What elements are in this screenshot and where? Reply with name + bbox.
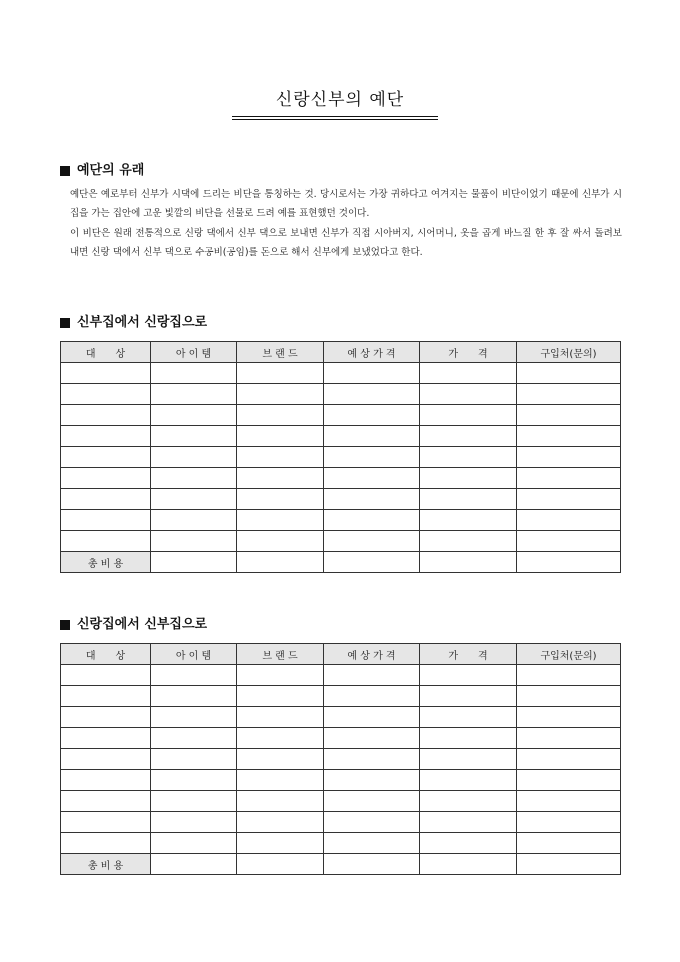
table-cell[interactable] [324, 749, 420, 770]
table-cell[interactable] [151, 552, 237, 573]
table-cell[interactable] [420, 770, 517, 791]
square-bullet-icon [60, 166, 70, 176]
table-cell[interactable] [61, 770, 151, 791]
column-header: 브 랜 드 [237, 644, 324, 665]
table-cell[interactable] [420, 447, 517, 468]
column-header: 예 상 가 격 [324, 342, 420, 363]
table-row [61, 363, 621, 384]
table-cell[interactable] [420, 812, 517, 833]
table-cell[interactable] [61, 363, 151, 384]
table-cell[interactable] [151, 665, 237, 686]
table-cell[interactable] [324, 686, 420, 707]
table-cell[interactable] [517, 426, 621, 447]
table-cell[interactable] [237, 707, 324, 728]
table-cell[interactable] [61, 686, 151, 707]
table-cell[interactable] [324, 363, 420, 384]
table-cell[interactable] [517, 489, 621, 510]
section-heading-text: 신부집에서 신랑집으로 [77, 315, 208, 330]
table-cell[interactable] [517, 833, 621, 854]
table-row [61, 728, 621, 749]
table-cell[interactable] [324, 426, 420, 447]
table-cell[interactable] [237, 770, 324, 791]
table-cell[interactable] [324, 791, 420, 812]
page-title: 신랑신부의 예단 [275, 90, 405, 110]
origin-heading [60, 163, 144, 179]
table-cell[interactable] [151, 426, 237, 447]
title-underline-2 [232, 119, 438, 120]
table-cell[interactable] [324, 728, 420, 749]
table-row [61, 447, 621, 468]
table-cell[interactable] [517, 791, 621, 812]
table-cell[interactable] [517, 854, 621, 875]
table-cell[interactable] [517, 363, 621, 384]
table-cell[interactable] [151, 384, 237, 405]
table-cell[interactable] [61, 749, 151, 770]
table-cell[interactable] [61, 531, 151, 552]
table-cell[interactable] [517, 770, 621, 791]
table-cell[interactable] [517, 531, 621, 552]
total-row [61, 552, 621, 573]
table-row [61, 384, 621, 405]
table-row [61, 770, 621, 791]
table-row [61, 686, 621, 707]
table-row [61, 812, 621, 833]
table-cell[interactable] [237, 552, 324, 573]
table-cell[interactable] [517, 749, 621, 770]
table-cell[interactable] [151, 363, 237, 384]
table-cell[interactable] [61, 728, 151, 749]
table-row [61, 749, 621, 770]
table-cell[interactable] [324, 384, 420, 405]
table-row [61, 468, 621, 489]
table-cell[interactable] [420, 405, 517, 426]
table-cell[interactable] [420, 363, 517, 384]
table-cell[interactable] [420, 791, 517, 812]
table-cell[interactable] [61, 426, 151, 447]
table-cell[interactable] [151, 770, 237, 791]
table-cell[interactable] [237, 812, 324, 833]
column-header: 구입처(문의) [517, 644, 621, 665]
table-cell[interactable] [237, 489, 324, 510]
table-row [61, 665, 621, 686]
table-cell[interactable] [237, 363, 324, 384]
table-cell[interactable] [420, 833, 517, 854]
section-heading-groom-to-bride [60, 617, 207, 633]
table-cell[interactable] [324, 707, 420, 728]
table-cell[interactable] [61, 405, 151, 426]
table-cell[interactable] [151, 405, 237, 426]
table-cell[interactable] [420, 686, 517, 707]
table-cell[interactable] [237, 468, 324, 489]
column-header: 예 상 가 격 [324, 644, 420, 665]
table-header-row [61, 644, 621, 665]
table-cell[interactable] [324, 489, 420, 510]
column-header: 대 상 [61, 342, 151, 363]
column-header: 아 이 템 [151, 644, 237, 665]
table-cell[interactable] [517, 510, 621, 531]
table-cell[interactable] [151, 531, 237, 552]
table-cell[interactable] [237, 791, 324, 812]
section-heading-text: 신랑집에서 신부집으로 [77, 617, 208, 632]
table-cell[interactable] [151, 791, 237, 812]
origin-heading-text: 예단의 유래 [77, 163, 145, 178]
table-cell[interactable] [420, 728, 517, 749]
table-cell[interactable] [61, 707, 151, 728]
table-cell[interactable] [324, 812, 420, 833]
table-cell[interactable] [237, 665, 324, 686]
table-cell[interactable] [324, 531, 420, 552]
table-cell[interactable] [151, 489, 237, 510]
table-cell[interactable] [517, 707, 621, 728]
table-cell[interactable] [420, 384, 517, 405]
table-cell[interactable] [61, 510, 151, 531]
column-header: 구입처(문의) [517, 342, 621, 363]
budget-table-bride-to-groom [60, 341, 621, 573]
table-cell[interactable] [151, 468, 237, 489]
table-row [61, 833, 621, 854]
table-cell[interactable] [420, 510, 517, 531]
table-cell[interactable] [61, 791, 151, 812]
table-cell[interactable] [517, 552, 621, 573]
table-cell[interactable] [324, 854, 420, 875]
table-row [61, 531, 621, 552]
title-underline-1 [232, 116, 438, 117]
table-row [61, 510, 621, 531]
table-cell[interactable] [420, 468, 517, 489]
table-cell[interactable] [324, 552, 420, 573]
square-bullet-icon [60, 318, 70, 328]
total-label-cell: 총 비 용 [61, 552, 151, 573]
table-cell[interactable] [151, 812, 237, 833]
table-cell[interactable] [237, 426, 324, 447]
table-cell[interactable] [151, 447, 237, 468]
table-cell[interactable] [61, 468, 151, 489]
table-row [61, 426, 621, 447]
table-cell[interactable] [420, 665, 517, 686]
table-cell[interactable] [420, 426, 517, 447]
table-row [61, 489, 621, 510]
column-header: 가 격 [420, 644, 517, 665]
table-cell[interactable] [324, 665, 420, 686]
table-cell[interactable] [237, 686, 324, 707]
table-cell[interactable] [61, 665, 151, 686]
table-cell[interactable] [237, 405, 324, 426]
table-cell[interactable] [237, 510, 324, 531]
table-cell[interactable] [517, 384, 621, 405]
table-cell[interactable] [151, 854, 237, 875]
table-row [61, 405, 621, 426]
table-cell[interactable] [517, 728, 621, 749]
table-cell[interactable] [237, 833, 324, 854]
table-cell[interactable] [151, 728, 237, 749]
origin-paragraph-2: 이 비단은 원래 전통적으로 신랑 댁에서 신부 댁으로 보내면 신부가 직접 시아버지, 시어머니, 옷을 곱게 바느질 한 후 잘 싸서 돌려보내면 신랑 댁에서 신부 댁으로 수공비(공임)를 돈으로 해서 신부에게 보냈었다고 한다. [70, 227, 622, 258]
table-cell[interactable] [61, 489, 151, 510]
table-cell[interactable] [517, 686, 621, 707]
table-cell[interactable] [61, 812, 151, 833]
table-cell[interactable] [324, 770, 420, 791]
budget-table-groom-to-bride [60, 643, 621, 875]
table-cell[interactable] [324, 833, 420, 854]
table-cell[interactable] [151, 510, 237, 531]
table-cell[interactable] [151, 707, 237, 728]
table-cell[interactable] [324, 468, 420, 489]
table-cell[interactable] [237, 447, 324, 468]
table-cell[interactable] [151, 833, 237, 854]
table-cell[interactable] [237, 384, 324, 405]
table-cell[interactable] [61, 833, 151, 854]
total-label-cell: 총 비 용 [61, 854, 151, 875]
table-cell[interactable] [517, 405, 621, 426]
table-cell[interactable] [420, 531, 517, 552]
table-cell[interactable] [324, 510, 420, 531]
table-cell[interactable] [420, 489, 517, 510]
table-cell[interactable] [324, 447, 420, 468]
table-cell[interactable] [151, 686, 237, 707]
table-cell[interactable] [324, 405, 420, 426]
table-cell[interactable] [517, 812, 621, 833]
table-cell[interactable] [151, 749, 237, 770]
table-cell[interactable] [420, 552, 517, 573]
table-cell[interactable] [237, 531, 324, 552]
column-header: 가 격 [420, 342, 517, 363]
table-cell[interactable] [61, 447, 151, 468]
table-header-row [61, 342, 621, 363]
origin-paragraph-1: 예단은 예로부터 신부가 시댁에 드리는 비단을 통칭하는 것. 당시로서는 가장 귀하다고 여겨지는 물품이 비단이었기 때문에 신부가 시집을 가는 집안에 고운 빛깔의 비단을 선물로 드려 예를 표현했던 것이다. [70, 189, 622, 220]
table-cell[interactable] [237, 749, 324, 770]
origin-paragraphs [70, 185, 622, 262]
table-cell[interactable] [61, 384, 151, 405]
table-row [61, 791, 621, 812]
column-header: 브 랜 드 [237, 342, 324, 363]
section-heading-bride-to-groom [60, 315, 207, 331]
table-cell[interactable] [237, 728, 324, 749]
table-cell[interactable] [517, 665, 621, 686]
table-row [61, 707, 621, 728]
table-cell[interactable] [420, 707, 517, 728]
table-cell[interactable] [517, 468, 621, 489]
table-cell[interactable] [517, 447, 621, 468]
square-bullet-icon [60, 620, 70, 630]
table-cell[interactable] [237, 854, 324, 875]
column-header: 대 상 [61, 644, 151, 665]
column-header: 아 이 템 [151, 342, 237, 363]
table-cell[interactable] [420, 749, 517, 770]
total-row [61, 854, 621, 875]
table-cell[interactable] [420, 854, 517, 875]
